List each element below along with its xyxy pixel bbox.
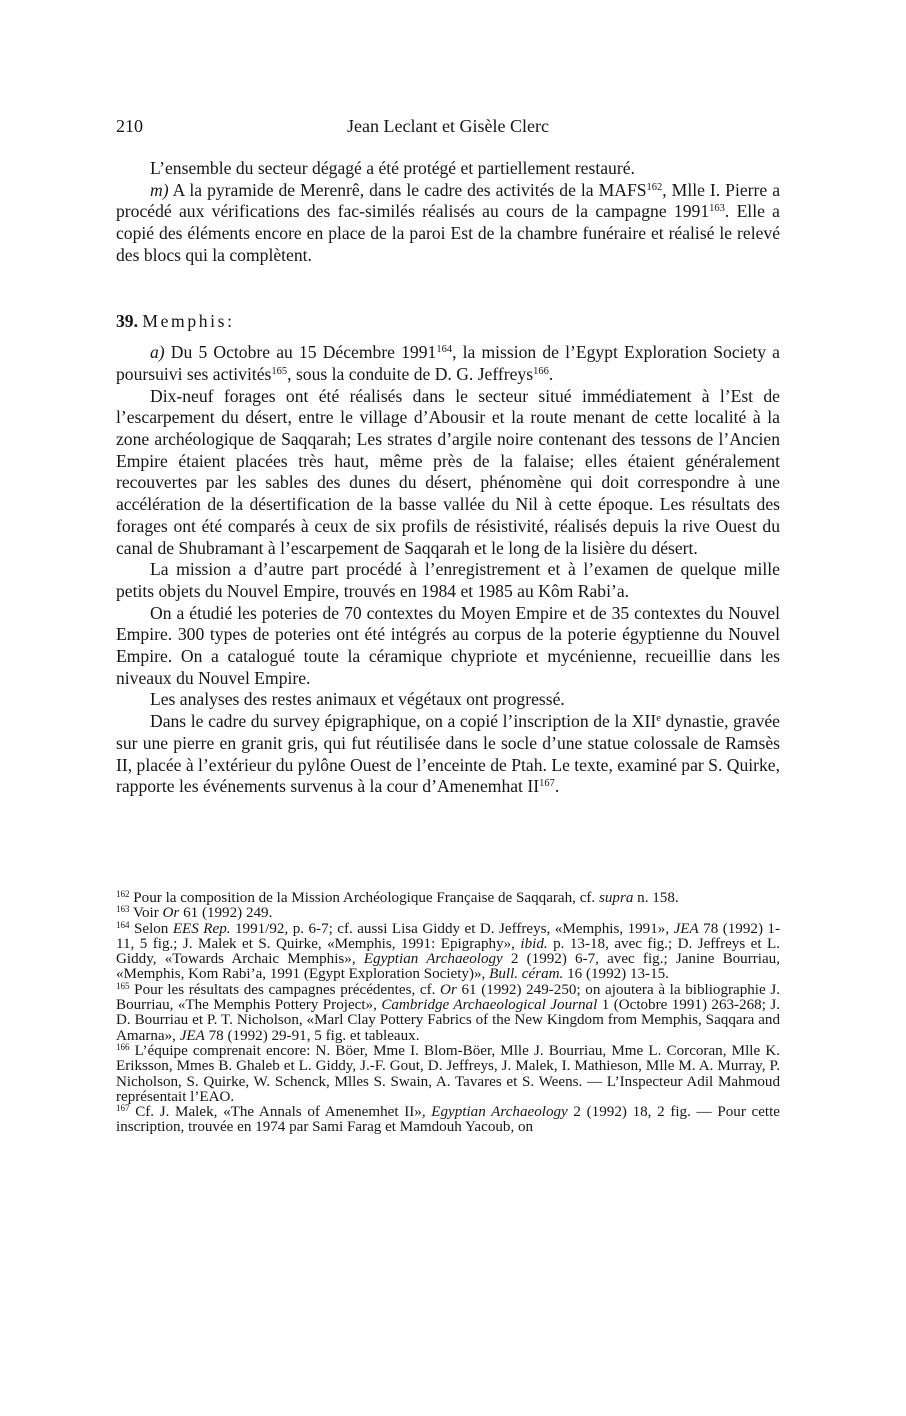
footnote-ref[interactable]: 165 <box>271 365 288 377</box>
paragraph: m) A la pyramide de Merenrê, dans le cadre des activités de la MAFS$^{162}$, Mlle I. Pierre a procédé aux vérifications des fac-similés réalisés au cours de la campagne 1991$^{163}$. Elle a copié des éléments encore en place de la paroi Est de la chambre funéraire et réalisé le relevé des blocs qui la complètent. <box>116 179 781 265</box>
paragraph: La mission a d’autre part procédé à l’enregistrement et à l’examen de quelque mille petits objets du Nouvel Empire, trouvés en 1984 et 1985 au Kôm Rabi’a. <box>116 559 780 601</box>
footnote-167: $^{167}$ Cf. J. Malek, «The Annals of Amenemhet II», Egyptian Archaeology 2 (1992) 18, 2 fig. — Pour cette inscription, trouvée en 1974 par Sami Farag et Mamdouh Yacoub, on <box>116 1103 781 1136</box>
section-number: 39. <box>116 310 138 331</box>
footnotes <box>116 891 780 1136</box>
footnote-ref[interactable]: 166 <box>533 365 549 377</box>
footnote-number: 162 <box>116 889 130 899</box>
paragraph: a) Du 5 Octobre au 15 Décembre 1991$^{164}$, la mission de l’Egypt Exploration Society a poursuivi ses activités$^{165}$, sous la conduite de D. G. Jeffreys$^{166}$. <box>116 342 780 384</box>
paragraph: Dans le cadre du survey épigraphique, on a copié l’inscription de la XIIe dynastie, gravée sur une pierre en granit gris, qui fut réutilisée dans le socle d’une statue colossale de Ramsès II, placée à l’extérieur du pylône Ouest de l’enceinte de Ptah. Le texte, examiné par S. Quirke, rapporte les événements survenus à la cour d’Amenemhat II$^{167}$. <box>116 711 780 797</box>
section-title: Memphis: <box>142 310 235 331</box>
page-number: 210 <box>116 116 143 136</box>
footnote-162: $^{162}$ Pour la composition de la Mission Archéologique Française de Saqqarah, cf. supra n. 158. <box>116 889 679 906</box>
section-heading <box>116 311 780 333</box>
footnote-ref[interactable]: 163 <box>709 203 725 215</box>
footnote-ref[interactable]: 167 <box>539 778 555 790</box>
footnote-ref[interactable]: 162 <box>646 181 663 193</box>
paragraph: On a étudié les poteries de 70 contextes du Moyen Empire et de 35 contextes du Nouvel Empire. 300 types de poteries ont été intégrés au corpus de la poterie égyptienne du Nouvel Empire. On a catalogué toute la céramique chypriote et mycénienne, recueillie dans les niveaux du Nouvel Empire. <box>116 602 780 688</box>
item-label: a) <box>150 342 165 363</box>
superscript: e <box>656 713 661 725</box>
footnote-ref[interactable]: 164 <box>436 344 453 356</box>
footnote-number: 164 <box>116 919 130 930</box>
footnote-number: 167 <box>116 1103 130 1114</box>
paragraph: Dix-neuf forages ont été réalisés dans le secteur situé immédiatement à l’Est de l’escarpement du désert, entre le village d’Abousir et la route menant de cette localité à la zone archéologique de Saqqarah; Les strates d’argile noire contenant des tessons de l’Ancien Empire étaient placées très haut, même près de la falaise; elles étaient généralement recouvertes par les sables des dunes du désert, phénomène qui doit correspondre à une accélération de la désertification de la basse vallée du Nil à cette époque. Les résultats des forages ont été comparés à ceux de six profils de résistivité, réalisés depuis la rive Ouest du canal de Shubramant à l’escarpement de Saqqarah et le long de la lisière du désert. <box>116 385 780 558</box>
footnote-163: $^{163}$ Voir Or 61 (1992) 249. <box>116 904 273 922</box>
paragraph: L’ensemble du secteur dégagé a été protégé et partiellement restauré. <box>150 158 635 178</box>
footnote-number: 166 <box>116 1041 130 1052</box>
page-header <box>116 116 780 140</box>
footnote-number: 165 <box>116 980 130 991</box>
paragraph: Les analyses des restes animaux et végétaux ont progressé. <box>150 689 565 710</box>
item-label: m) <box>150 179 169 200</box>
running-title: Jean Leclant et Gisèle Clerc <box>347 116 549 136</box>
footnote-166: $^{166}$ L’équipe comprenait encore: N. Böer, Mme I. Blom-Böer, Mlle J. Bourriau, Mme L. Corcoran, Mlle K. Eriksson, Mmes B. Ghaleb et L. Giddy, J.-F. Gout, D. Jeffreys, J. Malek, I. Mathieson, Mlle M. A. Murray, P. Nicholson, S. Quirke, W. Schenck, Mlles S. Swain, A. Tavares et S. Weens. — L’Inspecteur Adil Mahmoud représentait l’EAO. <box>116 1041 780 1105</box>
footnote-number: 163 <box>116 904 130 915</box>
body-text <box>116 158 780 798</box>
footnote-165: $^{165}$ Pour les résultats des campagnes précédentes, cf. Or 61 (1992) 249-250; on ajoutera à la bibliographie J. Bourriau, «The Memphis Pottery Project», Cambridge Archaeological Journal 1 (Octobre 1991) 263-268; J. D. Bourriau et P. T. Nicholson, «Marl Clay Pottery Fabrics of the New Kingdom from Memphis, Saqqara and Amarna», JEA 78 (1992) 29-91, 5 fig. et tableaux. <box>116 980 781 1044</box>
footnote-164: $^{164}$ Selon EES Rep. 1991/92, p. 6-7; cf. aussi Lisa Giddy et D. Jeffreys, «Memphis, 1991», JEA 78 (1992) 1-11, 5 fig.; J. Malek et S. Quirke, «Memphis, 1991: Epigraphy», ibid. p. 13-18, avec fig.; D. Jeffreys et L. Giddy, «Towards Archaic Memphis», Egyptian Archaeology 2 (1992) 6-7, avec fig.; Janine Bourriau, «Memphis, Kom Rabi’a, 1991 (Egypt Exploration Society)», Bull. céram. 16 (1992) 13-15. <box>116 919 781 983</box>
